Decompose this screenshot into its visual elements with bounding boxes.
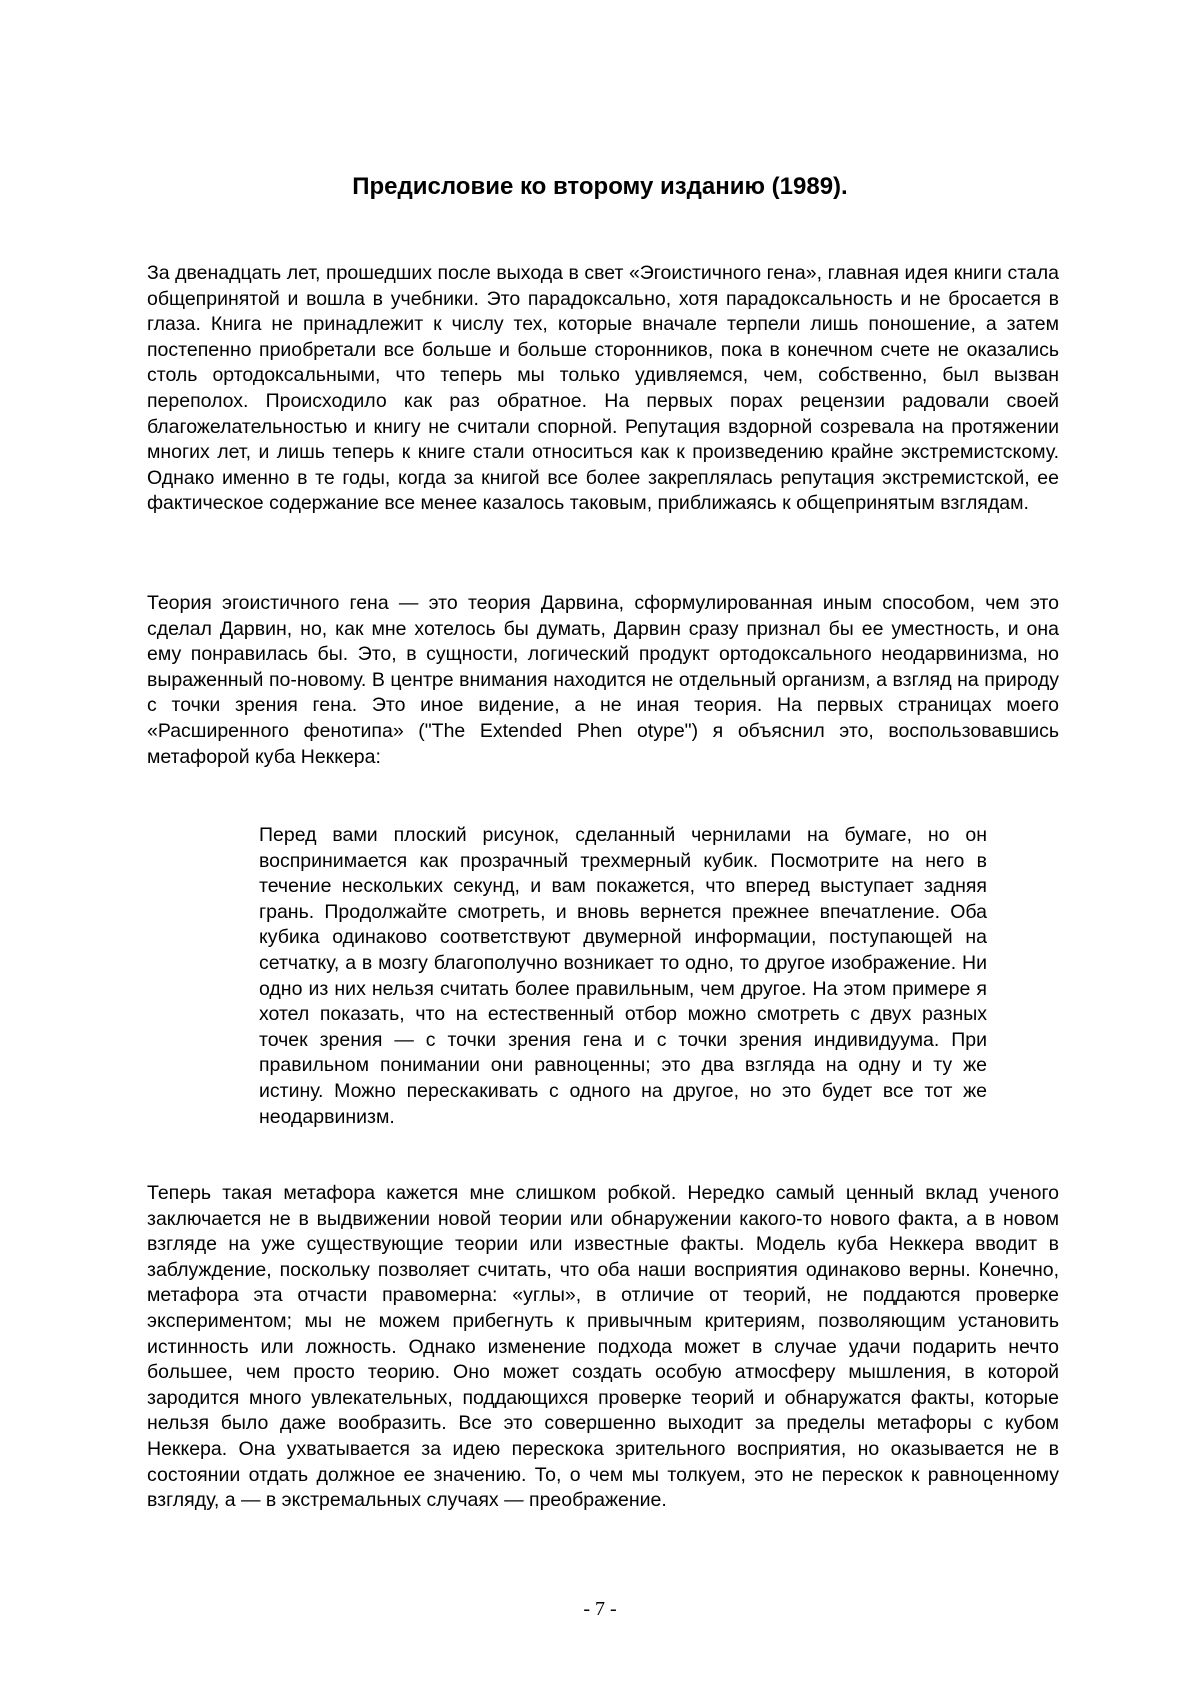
paragraph-metaphor: Теперь такая метафора кажется мне слишком робкой. Нередко самый ценный вклад ученого заключается не в выдвижении новой теории или обнаружении какого-то нового факта, а в новом взгляде на уже существующие теории или известные факты. Модель куба Неккера вводит в заблуждение, поскольку позволяет считать, что оба наши восприятия одинаково верны. Конечно, метафора эта отчасти правомерна: «углы», в отличие от теорий, не поддаются проверке экспериментом; мы не можем прибегнуть к привычным критериям, позволяющим установить истинность или ложность. Однако изменение подхода может в случае удачи подарить нечто большее, чем просто теорию. Оно может создать особую атмосферу мышления, в которой зародится много увлекательных, поддающихся проверке теорий и обнаружатся факты, которые нельзя было даже вообразить. Все это совершенно выходит за пределы метафоры с кубом Неккера. Она ухватывается за идею перескока зрительного восприятия, но оказывается не в состоянии отдать должное ее значению. То, о чем мы толкуем, это не перескок к равноценному взгляду, а — в экстремальных случаях — преображение. [147, 1182, 1059, 1512]
block-quote-necker-cube: Перед вами плоский рисунок, сделанный чернилами на бумаге, но он воспринимается как прозрачный трехмерный кубик. Посмотрите на него в течение нескольких секунд, и вам покажется, что вперед выступает задняя грань. Продолжайте смотреть, и вновь вернется прежнее впечатление. Оба кубика одинаково соответствуют двумерной информации, поступающей на сетчатку, а в мозгу благополучно возникает то одно, то другое изображение. Ни одно из них нельзя считать более правильным, чем другое. На этом примере я хотел показать, что на естественный отбор можно смотреть с двух разных точек зрения — с точки зрения гена и с точки зрения индивидуума. При правильном понимании они равноценны; это два взгляда на одну и ту же истину. Можно перескакивать с одного на другое, но это будет все тот же неодарвинизм. [259, 824, 987, 1128]
page-number: - 7 - [583, 1598, 617, 1620]
paragraph-theory: Теория эгоистичного гена — это теория Дарвина, сформулированная иным способом, чем это сделал Дарвин, но, как мне хотелось бы думать, Дарвин сразу признал бы ее уместность, и она ему понравилась бы. Это, в сущности, логический продукт ортодоксального неодарвинизма, но выраженный по-новому. В центре внимания находится не отдельный организм, а взгляд на природу с точки зрения гена. Это иное видение, а не иная теория. На первых страницах моего «Расширенного фенотипа» ("The Extended Phen otype") я объяснил это, воспользовавшись метафорой куба Неккера: [147, 592, 1059, 768]
page-title: Предисловие ко второму изданию (1989). [352, 173, 848, 200]
paragraph-intro: За двенадцать лет, прошедших после выхода в свет «Эгоистичного гена», главная идея книги стала общепринятой и вошла в учебники. Это парадоксально, хотя парадоксальность и не бросается в глаза. Книга не принадлежит к числу тех, которые вначале терпели лишь поношение, а затем постепенно приобретали все больше и больше сторонников, пока в конечном счете не оказались столь ортодоксальными, что теперь мы только удивляемся, чем, собственно, был вызван переполох. Происходило как раз обратное. На первых порах рецензии радовали своей благожелательностью и книгу не считали спорной. Репутация вздорной созревала на протяжении многих лет, и лишь теперь к книге стали относиться как к произведению крайне экстремистскому. Однако именно в те годы, когда за книгой все более закреплялась репутация экстремистской, ее фактическое содержание все менее казалось таковым, приближаясь к общепринятым взглядам. [147, 262, 1059, 515]
